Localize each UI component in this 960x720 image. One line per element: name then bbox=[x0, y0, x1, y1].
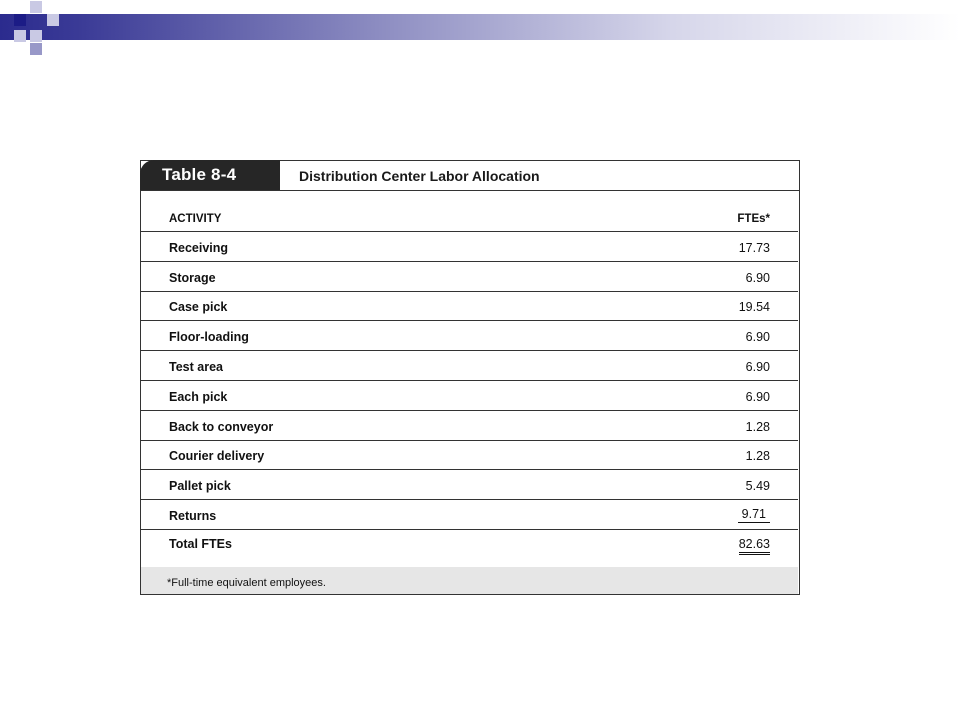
table-footnote: *Full-time equivalent employees. bbox=[141, 567, 798, 594]
decor-square bbox=[30, 1, 42, 13]
row-activity: Pallet pick bbox=[169, 479, 231, 494]
table-label: Table 8-4 bbox=[140, 160, 280, 190]
table-row bbox=[141, 262, 798, 292]
column-header-ftes: FTEs* bbox=[737, 213, 770, 225]
row-ftes: 9.71 bbox=[738, 507, 770, 523]
table-row bbox=[141, 470, 798, 500]
row-ftes: 1.28 bbox=[745, 419, 770, 434]
row-ftes: 5.49 bbox=[745, 479, 770, 494]
slide-header-bar bbox=[0, 14, 960, 40]
table-row bbox=[141, 232, 798, 262]
row-activity: Floor-loading bbox=[169, 330, 249, 345]
total-label: Total FTEs bbox=[169, 536, 232, 551]
total-row bbox=[141, 530, 798, 570]
decor-square bbox=[47, 14, 59, 26]
table-row bbox=[141, 321, 798, 351]
row-activity: Returns bbox=[169, 508, 217, 523]
row-ftes: 6.90 bbox=[745, 270, 770, 285]
row-activity: Receiving bbox=[169, 240, 229, 255]
row-ftes: 19.54 bbox=[738, 300, 770, 315]
table-row bbox=[141, 500, 798, 530]
total-value: 82.63 bbox=[739, 537, 770, 555]
table-row bbox=[141, 351, 798, 381]
table-title: Distribution Center Labor Allocation bbox=[299, 168, 540, 184]
row-ftes: 1.28 bbox=[745, 449, 770, 464]
column-header-activity: ACTIVITY bbox=[169, 213, 222, 225]
table-row bbox=[141, 381, 798, 411]
decor-square bbox=[14, 30, 26, 42]
table-figure bbox=[140, 160, 800, 595]
row-activity: Test area bbox=[169, 359, 223, 374]
table-row bbox=[141, 441, 798, 471]
table-header bbox=[141, 161, 799, 191]
row-ftes: 17.73 bbox=[738, 240, 770, 255]
row-activity: Each pick bbox=[169, 389, 228, 404]
column-header-row bbox=[141, 192, 798, 232]
table-row bbox=[141, 411, 798, 441]
row-activity: Case pick bbox=[169, 300, 228, 315]
decor-square bbox=[14, 14, 26, 26]
row-activity: Back to conveyor bbox=[169, 419, 274, 434]
decor-square bbox=[30, 43, 42, 55]
decor-square bbox=[30, 30, 42, 42]
row-activity: Storage bbox=[169, 270, 216, 285]
row-ftes: 6.90 bbox=[745, 359, 770, 374]
row-ftes: 6.90 bbox=[745, 389, 770, 404]
table-body bbox=[141, 192, 798, 570]
row-ftes: 6.90 bbox=[745, 330, 770, 345]
table-row bbox=[141, 292, 798, 322]
row-activity: Courier delivery bbox=[169, 449, 265, 464]
